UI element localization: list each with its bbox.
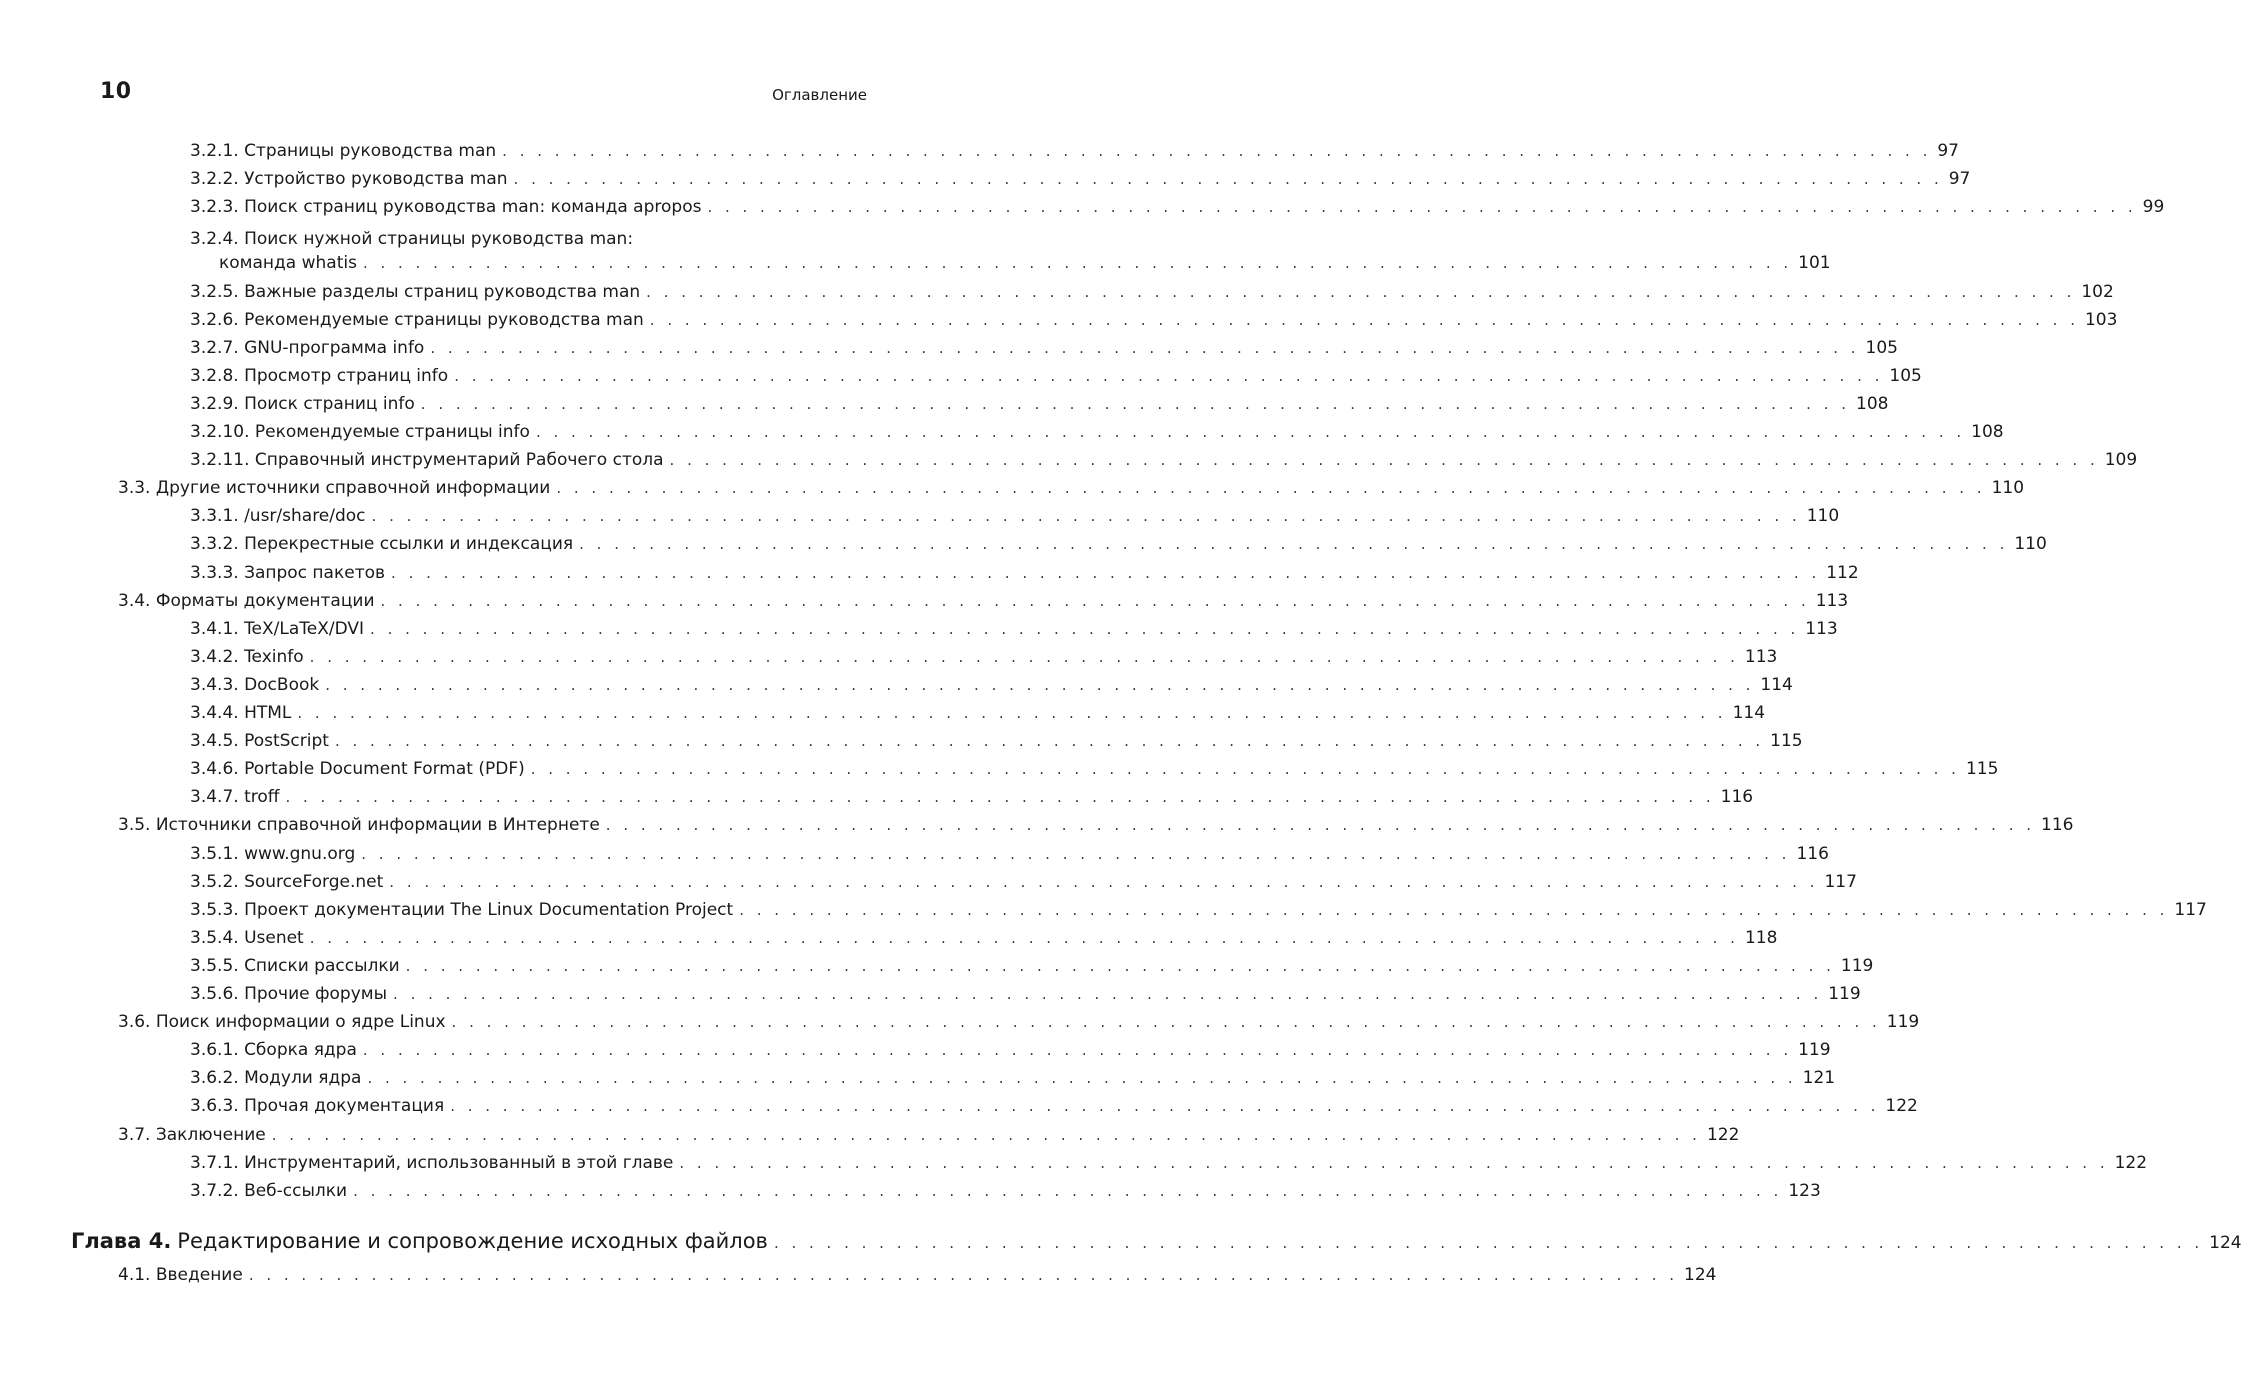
toc-entry[interactable]	[0, 871, 1857, 900]
toc-page-number: 113	[1805, 618, 1838, 639]
toc-page-number: 117	[2174, 899, 2207, 920]
toc-page-number: 124	[2209, 1232, 2242, 1253]
toc-entry-title: 3.2.6. Рекомендуемые страницы руководства man	[190, 309, 644, 330]
toc-page-number: 118	[1744, 927, 1778, 948]
toc-entry-title: Редактирование и сопровождение исходных файлов	[177, 1228, 768, 1253]
toc-entry[interactable]	[0, 1124, 1740, 1153]
toc-entry-title: 3.5.4. Usenet	[190, 927, 304, 948]
dot-leader	[514, 170, 1943, 188]
toc-entry-title: 4.1. Введение	[118, 1264, 243, 1285]
toc-entry-title: 3.5. Источники справочной информации в Интернете	[118, 815, 600, 836]
toc-entry-title: 3.4.2. Texinfo	[190, 646, 304, 667]
dot-leader	[372, 507, 1801, 525]
toc-page-number: 119	[1798, 1040, 1831, 1061]
dot-leader	[370, 620, 1799, 638]
toc-entry-title: 3.2.3. Поиск страниц руководства man: команда apropos	[190, 197, 702, 218]
toc-entry-title: 3.2.10. Рекомендуемые страницы info	[190, 422, 530, 442]
toc-page-number: 116	[1720, 787, 1754, 808]
toc-entry[interactable]	[0, 1068, 1836, 1096]
dot-leader	[353, 1182, 1782, 1200]
toc-entry-title: 3.7.2. Веб-ссылки	[190, 1180, 348, 1201]
toc-entry[interactable]	[0, 899, 2207, 928]
dot-leader	[579, 535, 2008, 553]
toc-page-number: 121	[1802, 1068, 1836, 1089]
dot-leader	[297, 704, 1726, 722]
dot-leader	[556, 479, 1985, 497]
toc-page-number: 108	[1971, 422, 2004, 442]
toc-entry[interactable]	[0, 590, 1849, 619]
toc-entry[interactable]	[0, 1012, 1920, 1040]
toc-page-number: 113	[1815, 590, 1849, 611]
toc-page-number: 122	[1885, 1096, 1918, 1117]
toc-entry-title: 3.4.1. TeX/LaTeX/DVI	[190, 618, 365, 639]
running-header: Оглавление	[772, 86, 867, 104]
page-number: 10	[100, 79, 132, 104]
dot-leader	[310, 648, 1739, 666]
dot-leader	[363, 254, 1792, 272]
toc-entry-title: 3.6.2. Модули ядра	[190, 1068, 362, 1089]
dot-leader	[502, 142, 1931, 160]
dot-leader	[774, 1234, 2203, 1252]
toc-entry-title: 3.2.9. Поиск страниц info	[190, 393, 415, 414]
dot-leader	[335, 732, 1764, 750]
dot-leader	[650, 311, 2079, 329]
toc-page-number: 114	[1732, 703, 1766, 723]
toc-entry[interactable]	[0, 984, 1861, 1012]
toc-entry[interactable]	[0, 927, 1778, 956]
toc-entry-title: 3.2.7. GNU-программа info	[190, 337, 425, 358]
toc-entry-title: 3.7. Заключение	[118, 1124, 266, 1145]
toc-page-number: 108	[1856, 393, 1889, 414]
dot-leader	[393, 985, 1822, 1003]
toc-entry[interactable]	[0, 534, 2047, 562]
toc-entry[interactable]	[0, 815, 2074, 843]
dot-leader	[406, 957, 1835, 975]
toc-page-number: 116	[1796, 843, 1829, 864]
dot-leader	[421, 395, 1850, 413]
toc-entry[interactable]	[0, 253, 1831, 281]
dot-leader	[531, 760, 1960, 778]
toc-entry[interactable]	[0, 141, 1959, 169]
dot-leader	[367, 1069, 1796, 1087]
dot-leader	[606, 816, 2035, 834]
toc-page-number: 101	[1798, 253, 1831, 274]
toc-entry[interactable]	[0, 450, 2138, 478]
toc-page-number: 102	[2081, 281, 2114, 302]
dot-leader	[391, 564, 1820, 582]
toc-page-number: 110	[2014, 534, 2047, 555]
toc-entry[interactable]	[0, 1180, 1821, 1209]
toc-entry[interactable]	[0, 197, 2165, 225]
toc-entry[interactable]	[0, 759, 1999, 787]
toc-entry[interactable]	[0, 309, 2118, 338]
dot-leader	[361, 845, 1790, 863]
toc-entry[interactable]	[0, 731, 1803, 759]
toc-entry[interactable]	[0, 1264, 1717, 1293]
dot-leader	[452, 1013, 1881, 1031]
toc-entry-title: 3.2.5. Важные разделы страниц руководства man	[190, 281, 641, 302]
toc-page-number: 112	[1826, 562, 1859, 583]
toc-page-number: 122	[1706, 1124, 1740, 1145]
toc-entry-title: 3.3. Другие источники справочной информации	[118, 478, 551, 499]
chapter-label: Глава 4.	[71, 1228, 172, 1253]
dot-leader	[454, 367, 1883, 385]
dot-leader	[679, 1154, 2108, 1172]
toc-page-number: 109	[2104, 450, 2138, 471]
dot-leader	[389, 873, 1818, 891]
dot-leader	[285, 788, 1714, 806]
toc-entry-title: 3.5.2. SourceForge.net	[190, 871, 384, 892]
dot-leader	[670, 451, 2099, 469]
dot-leader	[707, 198, 2136, 216]
toc-page-number: 110	[1991, 478, 2025, 499]
toc-entry-title: 3.5.5. Списки рассылки	[190, 955, 400, 976]
toc-entry-title: 3.3.3. Запрос пакетов	[190, 562, 386, 583]
toc-entry[interactable]	[0, 422, 2004, 450]
toc-page-number: 99	[2142, 197, 2165, 218]
dot-leader	[381, 592, 1810, 610]
toc-entry[interactable]	[0, 1040, 1831, 1068]
toc-page-number: 123	[1788, 1180, 1821, 1201]
dot-leader	[536, 423, 1965, 441]
toc-chapter-entry[interactable]	[0, 1228, 2242, 1257]
toc-page-number: 116	[2041, 815, 2074, 836]
dot-leader	[310, 929, 1739, 947]
toc-entry-title: 3.5.6. Прочие форумы	[190, 984, 388, 1004]
dot-leader	[272, 1126, 1701, 1144]
toc-entry-title: 3.4.6. Portable Document Format (PDF)	[190, 759, 525, 780]
dot-leader	[363, 1041, 1792, 1059]
toc-entry[interactable]	[0, 1096, 1918, 1124]
toc-entry-title: 3.4. Форматы документации	[118, 590, 375, 611]
toc-entry[interactable]	[0, 955, 1874, 984]
toc-entry-title: 3.2.1. Страницы руководства man	[190, 141, 497, 161]
toc-page-number: 117	[1824, 871, 1857, 892]
toc-entry-title: 3.3.1. /usr/share/doc	[190, 506, 366, 527]
toc-entry[interactable]	[0, 843, 1829, 872]
toc-page-number: 124	[1684, 1264, 1717, 1285]
toc-page-number: 110	[1806, 506, 1840, 527]
toc-page-number: 97	[1948, 169, 1971, 190]
toc-page-number: 105	[1889, 365, 1922, 386]
toc-entry-title: 3.4.7. troff	[190, 787, 280, 808]
toc-entry[interactable]	[0, 337, 1898, 366]
toc-entry-title: 3.5.1. www.gnu.org	[190, 843, 356, 864]
toc-entry[interactable]	[0, 169, 1971, 197]
toc-entry[interactable]	[0, 281, 2114, 310]
dot-leader	[430, 339, 1859, 357]
toc-entry-title: 3.6. Поиск информации о ядре Linux	[118, 1012, 446, 1033]
toc-page-number: 119	[1840, 955, 1874, 976]
toc-entry-title: 3.4.3. DocBook	[190, 674, 320, 695]
toc-entry[interactable]	[0, 1152, 2148, 1181]
toc-page-number: 97	[1937, 141, 1959, 161]
toc-page-number: 113	[1744, 646, 1778, 667]
toc-entry[interactable]	[0, 393, 1889, 422]
toc-page-number: 114	[1760, 674, 1793, 695]
toc-entry[interactable]	[0, 562, 1859, 591]
toc-entry[interactable]	[0, 674, 1793, 703]
toc-entry-title: 3.6.1. Сборка ядра	[190, 1040, 357, 1061]
toc-entry-title: 3.7.1. Инструментарий, использованный в этой главе	[190, 1152, 674, 1173]
toc-page-number: 115	[1770, 731, 1803, 752]
dot-leader	[450, 1097, 1879, 1115]
toc-entry[interactable]	[0, 506, 1840, 534]
dot-leader	[325, 676, 1754, 694]
toc-entry-title: команда whatis	[219, 253, 357, 274]
toc-page-number: 105	[1865, 337, 1898, 358]
toc-entry[interactable]	[0, 618, 1838, 647]
toc-entry-title: 3.4.5. PostScript	[190, 731, 329, 752]
toc-page-number: 103	[2084, 309, 2118, 330]
dot-leader	[249, 1266, 1678, 1284]
toc-page-number: 115	[1965, 759, 1999, 780]
toc-page-number: 119	[1828, 984, 1861, 1004]
toc-entry-title: 3.2.2. Устройство руководства man	[190, 169, 508, 190]
toc-entry[interactable]	[0, 703, 1766, 731]
toc-entry-title: 3.4.4. HTML	[190, 703, 292, 723]
toc-entry[interactable]	[0, 365, 1922, 394]
toc-entry-title-line: 3.2.4. Поиск нужной страницы руководства man:	[190, 229, 634, 250]
toc-page-number: 122	[2114, 1152, 2148, 1173]
toc-entry-title: 3.2.8. Просмотр страниц info	[190, 365, 449, 386]
toc-entry-title: 3.6.3. Прочая документация	[190, 1096, 445, 1117]
toc-entry[interactable]	[0, 478, 2025, 506]
toc-entry-title: 3.2.11. Справочный инструментарий Рабочего стола	[190, 450, 664, 471]
dot-leader	[646, 283, 2075, 301]
toc-entry[interactable]	[0, 646, 1778, 675]
toc-entry[interactable]	[0, 787, 1754, 815]
toc-entry-title: 3.5.3. Проект документации The Linux Documentation Project	[190, 899, 734, 920]
dot-leader	[739, 901, 2168, 919]
toc-entry-title: 3.3.2. Перекрестные ссылки и индексация	[190, 534, 574, 555]
toc-page-number: 119	[1886, 1012, 1920, 1033]
